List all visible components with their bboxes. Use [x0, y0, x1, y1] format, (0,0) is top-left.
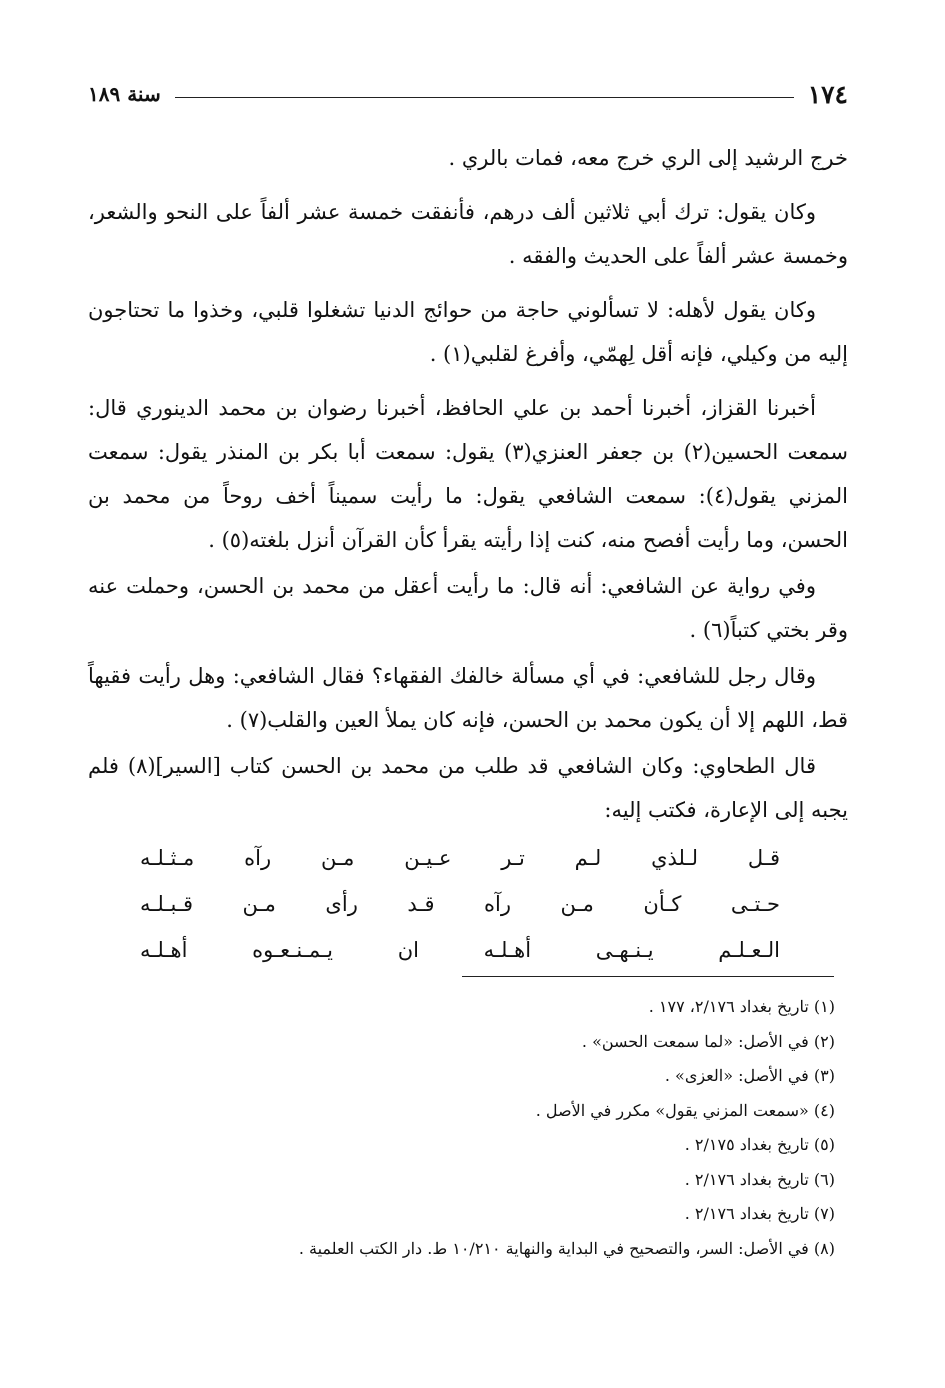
- footnote: (٤) «سمعت المزني يقول» مكرر في الأصل .: [535, 1100, 835, 1120]
- footnote: (١) تاريخ بغداد ٢/١٧٦، ١٧٧ .: [648, 997, 835, 1016]
- header-rule: [175, 97, 794, 98]
- poem-line: قـل لـلذي لـم تـر عـيـن مـن رآه مـثـلـه: [140, 846, 780, 870]
- poem: [140, 835, 780, 973]
- paragraph: وكان يقول لأهله: لا تسألوني حاجة من حوائج الدنيا تشغلوا قلبي، وخذوا ما تحتاجون إليه من وكيلي، فإنه أقل لِهمّي، وأفرغ لقلبي(١) .: [88, 298, 848, 366]
- footnote: (٢) في الأصل: «لما سمعت الحسن» .: [581, 1031, 835, 1051]
- paragraph: خرج الرشيد إلى الري خرج معه، فمات بالري .: [448, 146, 848, 170]
- footnotes: [110, 990, 835, 1266]
- paragraph: قال الطحاوي: وكان الشافعي قد طلب من محمد بن الحسن كتاب [السير](٨) فلم يجبه إلى الإعارة، فكتب إليه:: [88, 754, 848, 822]
- paragraph: وفي رواية عن الشافعي: أنه قال: ما رأيت أعقل من محمد بن الحسن، وحملت عنه وقر بختي كتباً(٦) .: [88, 574, 848, 642]
- main-text: [88, 136, 848, 834]
- footnote: (٧) تاريخ بغداد ٢/١٧٦ .: [684, 1204, 835, 1223]
- footnote-separator: [462, 976, 834, 977]
- footnote: (٣) في الأصل: «العزى» .: [664, 1066, 835, 1085]
- paragraph: وكان يقول: ترك أبي ثلاثين ألف درهم، فأنفقت خمسة عشر ألفاً على النحو والشعر، وخمسة عشر ألفاً على الحديث والفقه .: [88, 200, 848, 268]
- page-header: [88, 74, 848, 114]
- poem-line: حـتـى كـأن مـن رآه قـد رأى مـن قـبـلـه: [140, 892, 780, 916]
- poem-line: الـعـلـم يـنـهـى أهـلـه ان يـمـنـعـوه أهـلـه: [140, 938, 780, 962]
- footnote: (٥) تاريخ بغداد ٢/١٧٥ .: [684, 1135, 835, 1154]
- footnote: (٨) في الأصل: السر، والتصحيح في البداية والنهاية ١٠/٢١٠ ط. دار الكتب العلمية .: [298, 1238, 835, 1258]
- paragraph: وقال رجل للشافعي: في أي مسألة خالفك الفقهاء؟ فقال الشافعي: وهل رأيت فقيهاً قط، اللهم إلا أن يكون محمد بن الحسن، فإنه كان يملأ العين والقلب(٧) .: [88, 664, 848, 732]
- footnote: (٦) تاريخ بغداد ٢/١٧٦ .: [684, 1169, 835, 1189]
- page-number: ١٧٤: [807, 79, 848, 109]
- year-label: سنة ١٨٩: [88, 82, 161, 106]
- paragraph: أخبرنا القزاز، أخبرنا أحمد بن علي الحافظ، أخبرنا رضوان بن محمد الدينوري قال: سمعت الحسين(٢) بن جعفر العنزي(٣) يقول: سمعت أبا بكر بن المنذر يقول: سمعت المزني يقول(٤): سمعت الشافعي يقول: ما رأيت سميناً أخف روحاً من محمد بن الحسن، وما رأيت أفصح منه، كنت إذا رأيته يقرأ كأن القرآن أنزل بلغته(٥) .: [88, 396, 848, 552]
